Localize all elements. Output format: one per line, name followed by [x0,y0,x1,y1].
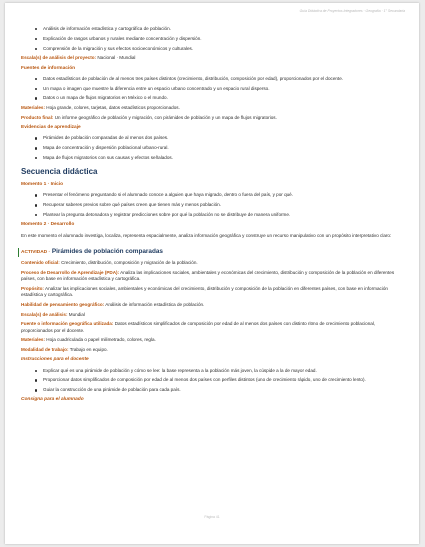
materials [21,105,403,111]
list-item: Proporcionar datos simplificados de composición por edad de al menos dos países con perfiles distintos (uno de crecimiento rápido, uno de crecimiento lento). [21,377,403,383]
list-item: Guiar la construcción de una pirámide de población para cada país. [21,387,403,393]
field-value: Analizar las implicaciones sociales, ambientales y económicas del crecimiento, distribución y composición de la población en diferentes países, con base en información estadística y cartográfica. [21,285,388,297]
official-content [21,260,403,266]
teacher-instructions-list [21,368,403,394]
field-label: Fuente o información geográfica utilizada: [21,321,114,327]
field-label: Habilidad de pensamiento geográfico: [21,301,105,307]
evidence-list [21,135,403,161]
field-label: Propósito: [21,285,44,291]
field-label: Materiales: [21,105,46,111]
field-label: Materiales: [21,337,46,343]
field-value: Un informe geográfico de población y migración, con pirámides de población y un mapa de flujos migratorios. [54,114,277,120]
field-label: Modalidad de trabajo: [21,347,69,353]
field-value: Mundial [68,311,85,317]
list-item: Mapa de flujos migratorios con sus causas y efectos señalados. [21,155,403,161]
pda [21,270,403,282]
purpose [21,286,403,298]
field-value: Analiza las implicaciones sociales, ambientales y económicas del crecimiento, distribución y composición de la población en diferentes países, con base en información estadística y cartográfica. [21,269,395,281]
list-item: Datos estadísticos de población de al menos tres países distintos (crecimiento, distribución, composición por edad), proporcionados por el docente. [21,76,403,82]
running-header: Guía Didáctica de Proyectos Integradores · Geografía · 1° Secundaria [299,9,405,13]
field-label: Producto final: [21,114,54,120]
list-item: Comprensión de la migración y sus efectos socioeconómicos y culturales. [21,46,403,52]
activity-tag: ACTIVIDAD · [21,249,51,255]
skills-list [21,26,403,52]
moment-2-paragraph: En este momento el alumnado investiga, localiza, representa espacialmente, analiza información geográfica y construye un recurso manipulativo con un propósito interpretativo claro: [21,233,392,239]
activity-heading [18,248,403,257]
field-value: Datos estadísticos simplificados de composición por edad de al menos dos países con distinto ritmo de crecimiento poblacional, proporcionados por el docente. [21,321,376,333]
student-instructions-heading: Consigna para el alumnado [21,397,84,403]
field-value: Nacional · Mundial [97,55,136,61]
list-item: Mapa de concentración y dispersión poblacional urbano-rural. [21,145,403,151]
field-label: Proceso de Desarrollo de Aprendizaje (PDA): [21,269,120,275]
analysis-scale [21,312,403,318]
field-label: Contenido oficial: [21,259,60,265]
list-item: Recuperar saberes previos sobre qué países creen que tienen más y menos población. [21,202,403,208]
section-heading-evidencias: Evidencias de aprendizaje [21,125,81,131]
field-value: Hoja grande, colores, tarjetas, datos estadísticos proporcionados. [46,105,180,111]
field-label: Escala(s) de análisis del proyecto: [21,55,97,61]
field-value: Análisis de información estadística de población. [105,301,205,307]
list-item: Análisis de información estadística y cartográfica de población. [21,26,403,32]
moment-2-heading: Momento 2 · Desarrollo [21,222,75,228]
section-heading-fuentes: Fuentes de información [21,65,76,71]
geographic-source [21,321,403,333]
document-page [5,3,419,544]
project-scale [21,55,403,61]
moment-1-list [21,192,403,218]
field-label: Escala(s) de análisis: [21,311,68,317]
section-title-secuencia: Secuencia didáctica [21,167,98,177]
work-mode [21,347,403,353]
page-content [21,26,403,408]
thinking-skill [21,302,403,308]
page-number: Página 41 [204,515,220,519]
moment-1-heading: Momento 1 · Inicio [21,182,64,188]
field-value: Hoja cuadriculada o papel milimetrado, colores, regla. [46,337,156,343]
list-item: Plantear la pregunta detonadora y registrar predicciones sobre por qué la población no se distribuye de manera uniforme. [21,212,403,218]
list-item: Datos o un mapa de flujos migratorios en México o el mundo. [21,95,403,101]
activity-title: Pirámides de población comparadas [51,247,163,255]
teacher-instructions-heading: Instrucciones para el docente [21,357,89,363]
final-product [21,115,403,121]
field-value: Trabajo en equipo. [69,347,108,353]
list-item: Un mapa o imagen que muestre la diferencia entre un espacio urbano concentrado y un espacio rural disperso. [21,86,403,92]
field-value: Crecimiento, distribución, composición y migración de la población. [61,259,198,265]
list-item: Pirámides de población comparadas de al menos dos países. [21,135,403,141]
list-item: Explicación de rasgos urbanos y rurales mediante concentración y dispersión. [21,36,403,42]
sources-list [21,76,403,102]
list-item: Presentar el fenómeno preguntando si el alumnado conoce a alguien que haya migrado, dentro o fuera del país, y por qué. [21,192,403,198]
activity-materials [21,337,403,343]
list-item: Explicar qué es una pirámide de población y cómo se lee: la base representa a la población más joven, la cúspide a la de mayor edad. [21,368,403,374]
